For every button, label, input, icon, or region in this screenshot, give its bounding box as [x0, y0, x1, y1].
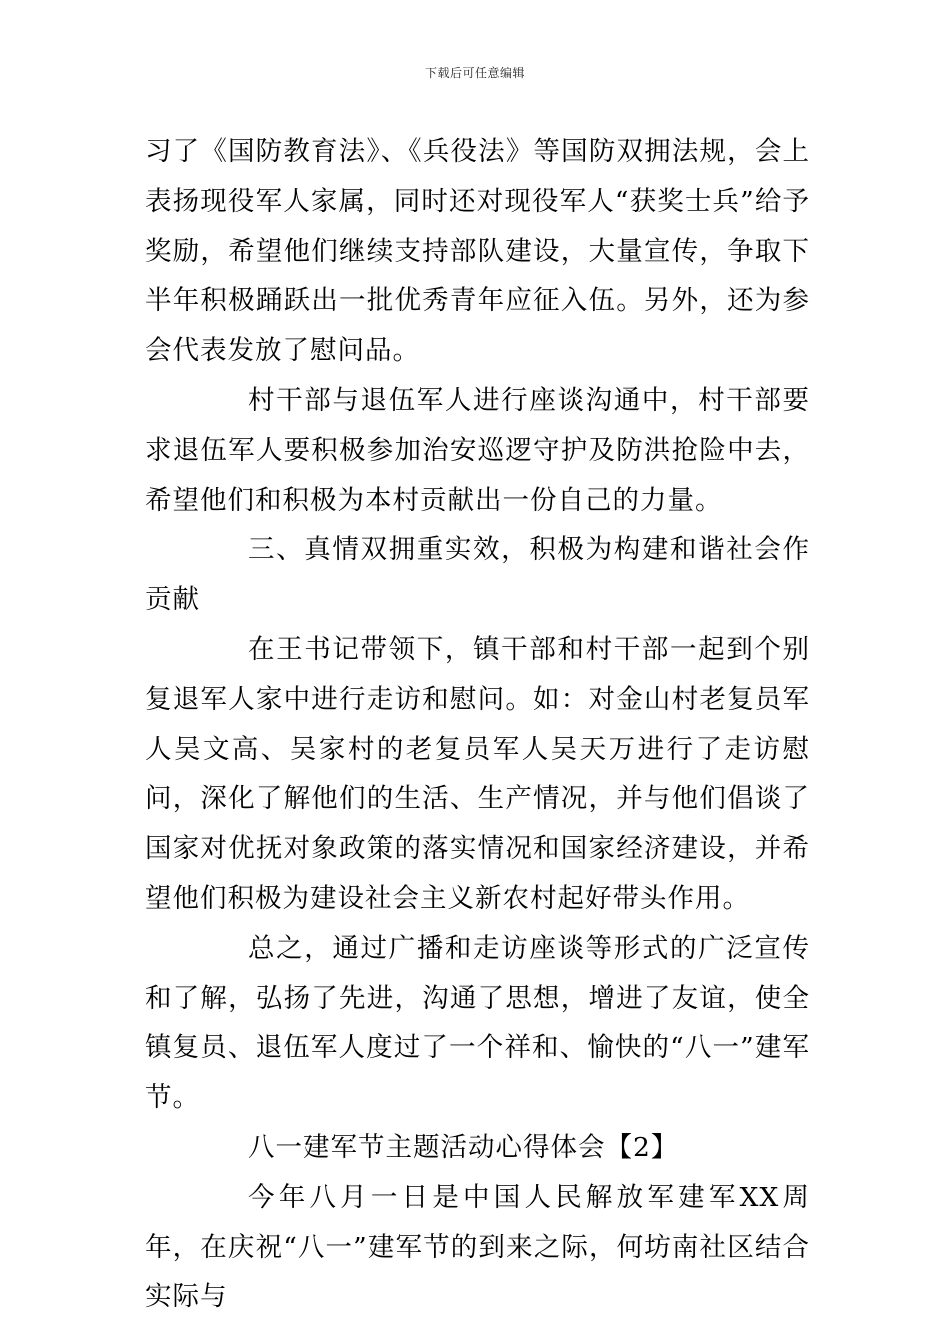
document-body	[145, 127, 810, 1322]
paragraph-1: 习了《国防教育法》、《兵役法》等国防双拥法规，会上表扬现役军人家属，同时还对现役军人“获奖士兵”给予奖励，希望他们继续支持部队建设，大量宣传，争取下半年积极踊跃出一批优秀青年应征入伍。另外，还为参会代表发放了慰问品。	[145, 136, 810, 367]
section-heading-3: 三、真情双拥重实效，积极为构建和谐社会作贡献	[145, 534, 810, 616]
paragraph-7: 今年八月一日是中国人民解放军建军XX周年，在庆祝“八一”建军节的到来之际，何坊南社区结合实际与	[145, 1181, 810, 1313]
paragraph-2: 村干部与退伍军人进行座谈沟通中，村干部要求退伍军人要积极参加治安巡逻守护及防洪抢险中去，希望他们和积极为本村贡献出一份自己的力量。	[145, 384, 810, 516]
page-header: 下载后可任意编辑	[424, 66, 525, 80]
article-title-2: 八一建军节主题活动心得体会【2】	[248, 1131, 679, 1163]
paragraph-4: 在王书记带领下，镇干部和村干部一起到个别复退军人家中进行走访和慰问。如：对金山村老复员军人吴文高、吴家村的老复员军人吴天万进行了走访慰问，深化了解他们的生活、生产情况，并与他们倡谈了国家对优抚对象政策的落实情况和国家经济建设，并希望他们积极为建设社会主义新农村起好带头作用。	[145, 633, 810, 914]
paragraph-5: 总之，通过广播和走访座谈等形式的广泛宣传和了解，弘扬了先进，沟通了思想，增进了友谊，使全镇复员、退伍军人度过了一个祥和、愉快的“八一”建军节。	[145, 932, 810, 1114]
